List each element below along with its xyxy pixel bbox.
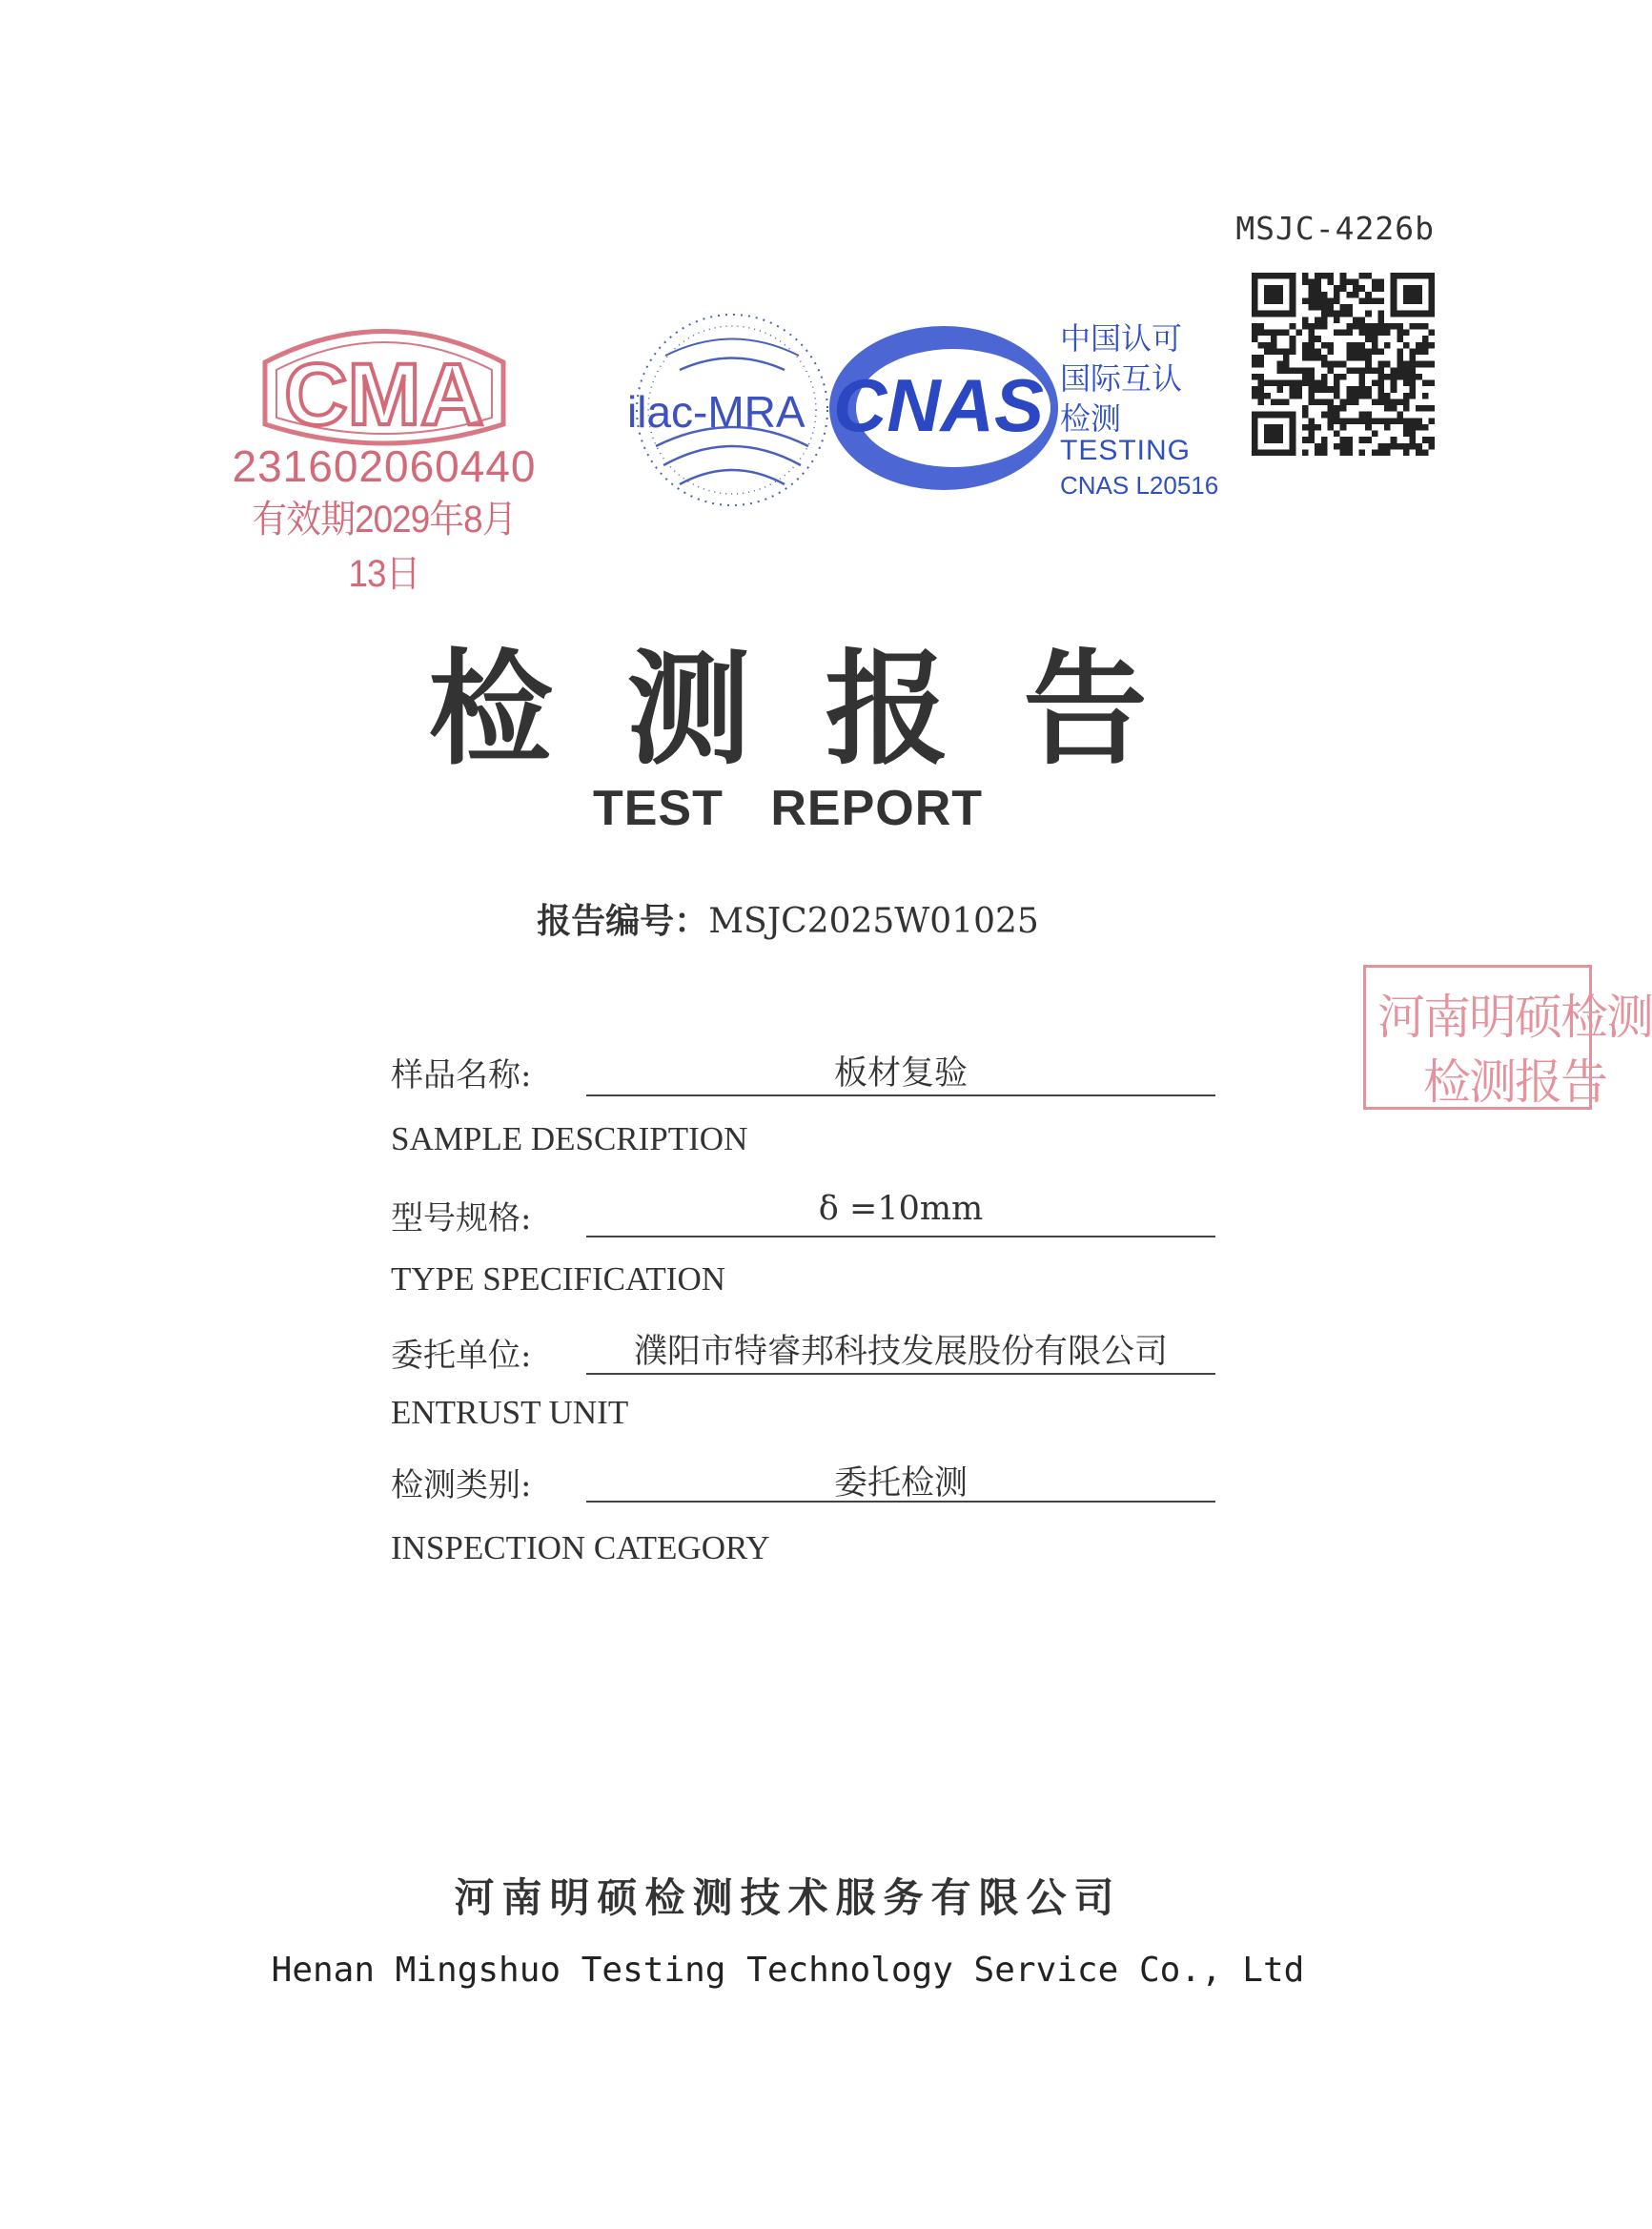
qr-code-icon xyxy=(1252,273,1435,456)
company-name-cn: 河南明硕检测技术服务有限公司 xyxy=(454,1874,1122,1921)
cma-number: 231602060440 xyxy=(232,441,537,491)
company-stamp xyxy=(1363,965,1652,1110)
form-code: MSJC-4226b xyxy=(1235,210,1435,247)
sample-value: 板材复验 xyxy=(833,1054,968,1093)
cnas-cn-line3: 检测 xyxy=(1060,401,1122,436)
cma-logo-text: CMA xyxy=(284,346,484,443)
ilac-mra-logo-icon xyxy=(627,315,827,505)
cnas-testing: TESTING xyxy=(1060,435,1192,466)
entrust-underline xyxy=(586,1373,1215,1375)
category-value: 委托检测 xyxy=(833,1464,968,1503)
ilac-text: ilac-MRA xyxy=(627,387,806,437)
stamp-line1: 河南明硕检测 xyxy=(1377,990,1652,1045)
sample-label-en: SAMPLE DESCRIPTION xyxy=(391,1120,748,1157)
report-number-value: MSJC2025W01025 xyxy=(708,902,1039,941)
category-underline xyxy=(586,1501,1215,1503)
category-label-cn: 检测类别: xyxy=(391,1466,532,1504)
company-name-en: Henan Mingshuo Testing Technology Service Co., Ltd xyxy=(271,1951,1305,1990)
cnas-logo-icon xyxy=(829,326,1058,490)
type-label-cn: 型号规格: xyxy=(391,1199,532,1237)
cma-valid-until: 有效期2029年8月13日 xyxy=(252,499,517,595)
type-underline xyxy=(586,1236,1215,1237)
report-number xyxy=(0,894,1576,943)
sample-label-cn: 样品名称: xyxy=(391,1056,532,1094)
report-title-en: TEST REPORT xyxy=(592,781,984,836)
sample-underline xyxy=(586,1094,1215,1096)
report-title-cn: 检测报告 xyxy=(428,636,1222,782)
type-value: δ =10mm xyxy=(818,1190,984,1228)
category-label-en: INSPECTION CATEGORY xyxy=(391,1529,770,1566)
stamp-line2: 检测报告 xyxy=(1423,1054,1606,1110)
entrust-label-en: ENTRUST UNIT xyxy=(391,1394,629,1431)
entrust-value: 濮阳市特睿邦科技发展股份有限公司 xyxy=(633,1333,1168,1371)
cnas-cn-line1: 中国认可 xyxy=(1060,321,1183,356)
cnas-registration: CNAS L20516 xyxy=(1060,471,1219,500)
report-number-label: 报告编号： xyxy=(537,902,709,941)
cnas-cn-line2: 国际互认 xyxy=(1060,361,1183,396)
entrust-label-cn: 委托单位: xyxy=(391,1337,532,1375)
type-label-en: TYPE SPECIFICATION xyxy=(391,1260,726,1298)
cnas-logo-text: CNAS xyxy=(833,363,1045,447)
